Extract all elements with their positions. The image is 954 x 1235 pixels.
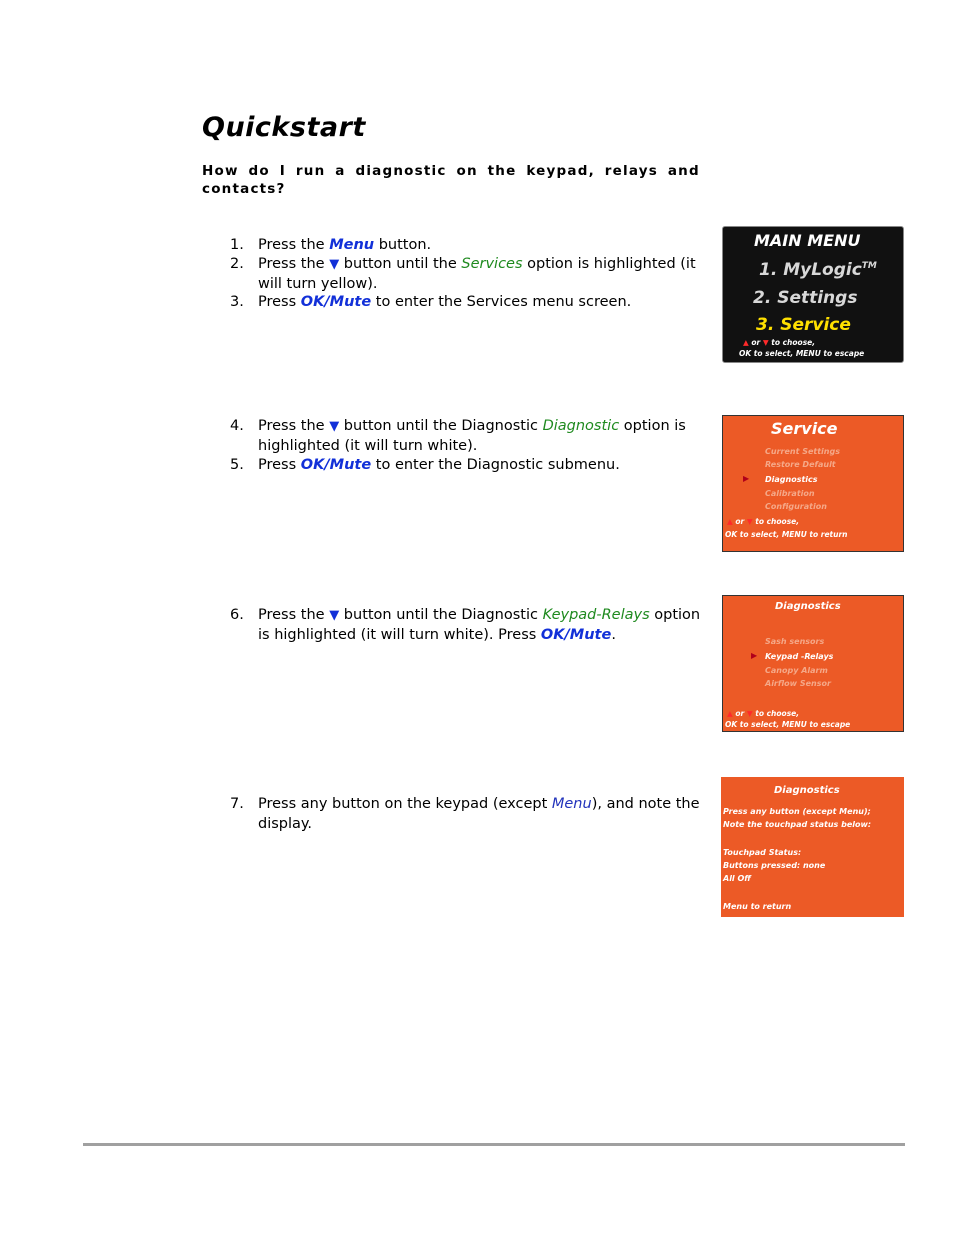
menu-item: Sash sensors xyxy=(765,637,825,646)
step-text: Press the ▼ button until the Diagnostic Diagnostic option is highlighted (it will turn white). xyxy=(258,418,686,454)
menu-item: Calibration xyxy=(765,489,815,498)
menu-item-service: 3. Service xyxy=(756,315,851,335)
screen-header: Diagnostics xyxy=(774,785,840,796)
step-text: Press the ▼ button until the Services option is highlighted (it will turn yellow). xyxy=(258,256,696,292)
selection-pointer-icon: ▶ xyxy=(743,474,750,483)
up-arrow-icon: ▲ xyxy=(743,338,749,347)
services-keyword: Services xyxy=(461,256,523,272)
screen-footer-choose: ▲ or ▼ to choose, xyxy=(727,517,800,526)
menu-item: Airflow Sensor xyxy=(765,679,831,688)
step-text: Press the ▼ button until the Diagnostic Keypad-Relays option is highlighted (it will turn white). Press OK/Mute. xyxy=(258,607,701,643)
footer-divider xyxy=(83,1143,905,1146)
up-arrow-icon: ▲ xyxy=(727,517,733,526)
down-arrow-icon: ▼ xyxy=(746,517,753,526)
up-arrow-icon: ▲ xyxy=(727,709,733,718)
menu-item-mylogic: 1. MyLogic™ xyxy=(759,260,877,280)
menu-item: Configuration xyxy=(765,502,827,511)
menu-item-selected: Diagnostics xyxy=(765,475,818,484)
relay-status: All Off xyxy=(723,874,751,883)
step-text: Press OK/Mute to enter the Diagnostic submenu. xyxy=(258,457,620,473)
step-number: 1. xyxy=(230,237,244,253)
screen-footer-choose: ▲ or ▼ to choose, xyxy=(727,709,800,718)
keypad-relays-keyword: Keypad-Relays xyxy=(542,607,650,623)
screen-header: MAIN MENU xyxy=(754,231,861,250)
screen-footer-select: OK to select, MENU to return xyxy=(725,530,848,539)
screen-footer-return: Menu to return xyxy=(723,902,792,911)
step-number: 6. xyxy=(230,607,244,623)
down-arrow-icon: ▼ xyxy=(329,257,340,272)
step-number: 2. xyxy=(230,256,244,272)
step-text: Press the Menu button. xyxy=(258,237,432,253)
down-arrow-icon: ▼ xyxy=(329,419,340,434)
menu-item-settings: 2. Settings xyxy=(753,288,858,308)
touchpad-status-screenshot xyxy=(721,777,904,917)
screen-header: Diagnostics xyxy=(775,601,841,612)
main-menu-screenshot xyxy=(722,226,904,363)
menu-item: Restore Default xyxy=(765,460,836,469)
instruction-line: Press any button (except Menu); xyxy=(723,807,871,816)
down-arrow-icon: ▼ xyxy=(762,338,769,347)
instruction-line: Note the touchpad status below: xyxy=(723,820,872,829)
step-number: 7. xyxy=(230,796,244,812)
status-label: Touchpad Status: xyxy=(723,848,802,857)
menu-keyword: Menu xyxy=(551,796,592,812)
selection-pointer-icon: ▶ xyxy=(751,651,758,660)
service-screenshot xyxy=(722,415,904,552)
step-number: 3. xyxy=(230,294,244,310)
buttons-pressed-status: Buttons pressed: none xyxy=(723,861,826,870)
step-number: 5. xyxy=(230,457,244,473)
step-text: Press any button on the keypad (except Menu), and note the display. xyxy=(258,796,700,832)
screen-footer-choose: ▲ or ▼ to choose, xyxy=(743,338,816,347)
menu-item: Canopy Alarm xyxy=(765,666,828,675)
down-arrow-icon: ▼ xyxy=(746,709,753,718)
menu-item: Current Settings xyxy=(765,447,840,456)
section-question: How do I run a diagnostic on the keypad, relays and contacts? xyxy=(202,163,700,197)
ok-mute-keyword: OK/Mute xyxy=(300,457,372,473)
down-arrow-icon: ▼ xyxy=(329,608,340,623)
screen-footer-select: OK to select, MENU to escape xyxy=(739,349,865,358)
step-text: Press OK/Mute to enter the Services menu screen. xyxy=(258,294,632,310)
diagnostic-keyword: Diagnostic xyxy=(542,418,620,434)
page-title: Quickstart xyxy=(202,112,366,143)
step-number: 4. xyxy=(230,418,244,434)
ok-mute-keyword: OK/Mute xyxy=(540,626,612,643)
screen-header: Service xyxy=(771,419,838,438)
menu-item-selected: Keypad -Relays xyxy=(765,652,834,661)
diagnostics-screenshot xyxy=(722,595,904,732)
menu-keyword: Menu xyxy=(329,237,375,253)
screen-footer-select: OK to select, MENU to escape xyxy=(725,720,851,729)
ok-mute-keyword: OK/Mute xyxy=(300,294,372,310)
